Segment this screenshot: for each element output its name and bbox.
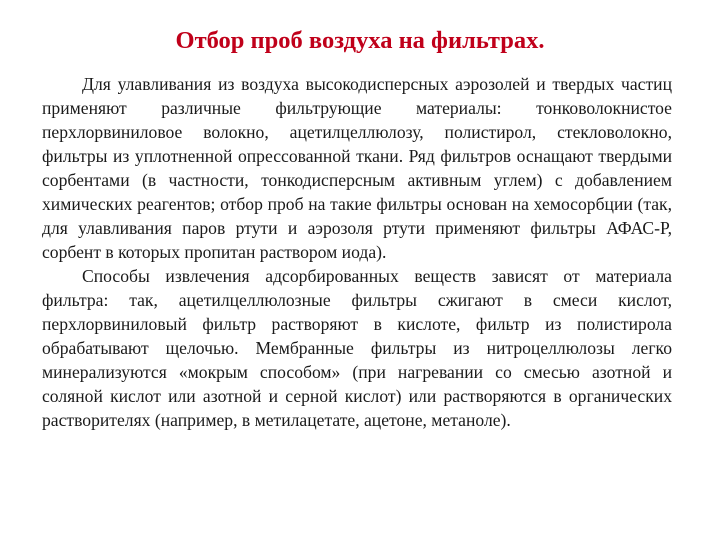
paragraph-1: Для улавливания из воздуха высокодисперсных аэрозолей и твердых частиц применяют различные фильтрующие материалы: тонковолокнистое перхлорвиниловое волокно, ацетилцеллюлозу, полистирол, стекловолокно, фильтры из уплотненной опрессованной ткани. Ряд фильтров оснащают твердыми сорбентами (в частности, тонкодисперсным активным углем) с добавлением химических реагентов; отбор проб на такие фильтры основан на хемосорбции (так, для улавливания паров ртути и аэрозоля ртути применяют фильтры АФАС-Р, сорбент в которых пропитан раствором иода). <box>42 74 672 262</box>
slide-title: Отбор проб воздуха на фильтрах. <box>175 27 545 54</box>
slide-body <box>42 72 672 432</box>
paragraph-2: Способы извлечения адсорбированных веществ зависят от материала фильтра: так, ацетилцеллюлозные фильтры сжигают в смеси кислот, перхлорвиниловый фильтр растворяют в кислоте, фильтр из полистирола обрабатывают щелочью. Мембранные фильтры из нитроцеллюлозы легко минерализуются «мокрым способом» (при нагревании со смесью азотной и соляной кислот или азотной и серной кислот) или растворяются в органических растворителях (например, в метилацетате, ацетоне, метаноле). <box>42 266 672 430</box>
